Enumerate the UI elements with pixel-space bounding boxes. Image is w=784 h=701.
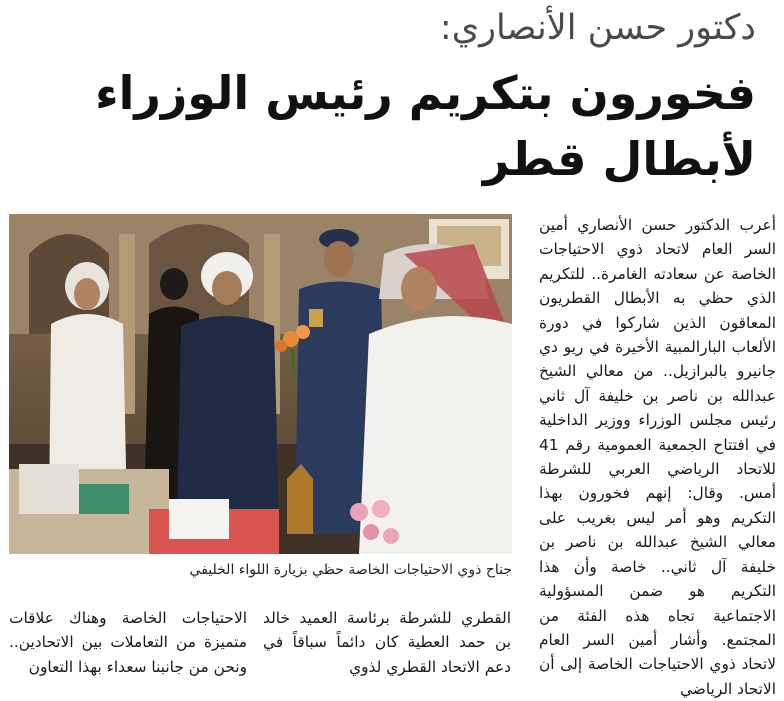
article-column-middle: [263, 606, 511, 679]
article-column-left: [9, 606, 247, 679]
article-paragraph: القطري للشرطة برئاسة العميد خالد بن حمد العطية كان دائماً سباقاً في دعم الاتحاد القطري لذوي: [263, 609, 511, 676]
article-headline: فخورون بتكريم رئيس الوزراء لأبطال قطر: [95, 66, 756, 186]
article-paragraph: أعرب الدكتور حسن الأنصاري أمين السر العام لاتحاد ذوي الاحتياجات الخاصة عن سعادته الغامرة.. للتكريم الذي حظي به الأبطال القطريون المعاقون الذين شاركوا في دورة الألعاب البارالمبية الأخيرة في ريو دي جانيرو بالبرازيل.. من معالي الشيخ عبدالله بن ناصر بن خليفة آل ثاني رئيس مجلس الوزراء ووزير الداخلية في افتتاح الجمعية العمومية رقم 41 للاتحاد الرياضي العربي للشرطة أمس. وقال: إنهم فخورون بهذا التكريم وهو أمر ليس بغريب على معالي الشيخ عبدالله بن ناصر بن خليفة آل ثاني.. خاصة وأن هذا التكريم هو ضمن المسؤولية الاجتماعية تجاه هذه الفئة من المجتمع. وأشار أمين السر العام لاتحاد ذوي الاحتياجات الخاصة إلى أن الاتحاد الرياضي: [539, 216, 776, 698]
photo-illustration: [9, 214, 512, 554]
photo-caption: جناح ذوي الاحتياجات الخاصة حظي بزيارة اللواء الخليفي: [189, 562, 512, 578]
article-kicker: دكتور حسن الأنصاري:: [439, 8, 756, 48]
article-paragraph: الاحتياجات الخاصة وهناك علاقات متميزة من التعاملات بين الاتحادين.. ونحن من جانبنا سعداء بهذا التعاون: [9, 609, 247, 676]
article-photo: [9, 214, 512, 554]
article-column-right: [539, 213, 776, 701]
